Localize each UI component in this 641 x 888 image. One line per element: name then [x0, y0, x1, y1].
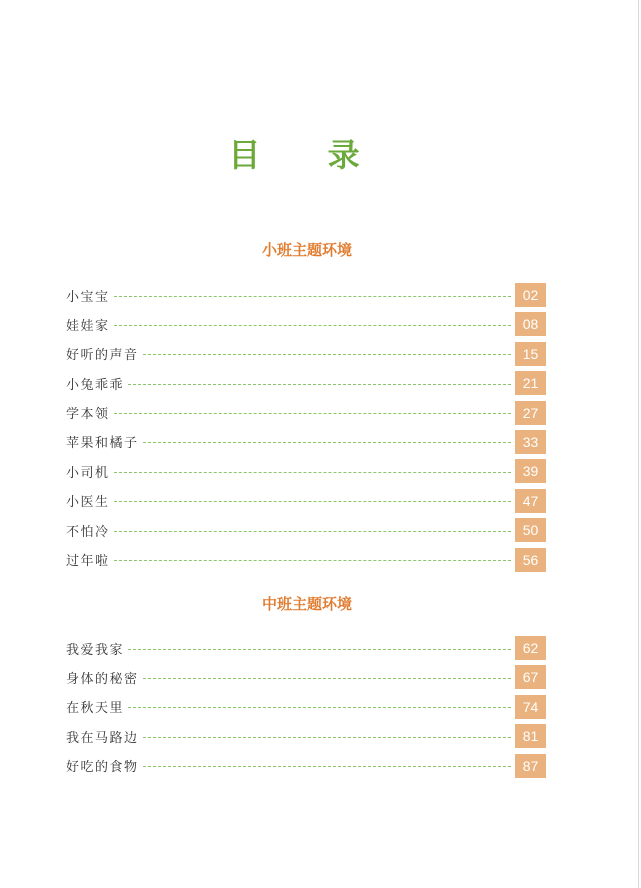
toc-entry[interactable]	[66, 430, 546, 454]
page-number-badge: 21	[515, 371, 546, 395]
page-number-badge: 67	[515, 665, 546, 689]
toc-entry[interactable]	[66, 312, 546, 336]
dotted-leader	[128, 649, 511, 650]
toc-entry-title: 我在马路边	[66, 730, 139, 746]
dotted-leader	[114, 296, 511, 297]
toc-entry-title: 好吃的食物	[66, 760, 139, 776]
toc-entry[interactable]	[66, 665, 546, 689]
dotted-leader	[114, 531, 511, 532]
dotted-leader	[128, 707, 511, 708]
dotted-leader	[143, 442, 511, 443]
page-edge-line	[638, 0, 639, 888]
toc-entry[interactable]	[66, 459, 546, 483]
toc-list-middle-class	[66, 636, 546, 783]
toc-entry-title: 小司机	[66, 465, 110, 481]
section-heading-middle-class: 中班主题环境	[261, 595, 352, 613]
page-number-badge: 81	[515, 724, 546, 748]
toc-entry-title: 学本领	[66, 407, 110, 423]
dotted-leader	[114, 413, 511, 414]
dotted-leader	[143, 354, 511, 355]
page-number-badge: 15	[515, 342, 546, 366]
page-number-badge: 27	[515, 401, 546, 425]
toc-entry[interactable]	[66, 724, 546, 748]
dotted-leader	[143, 678, 511, 679]
page-number-badge: 47	[515, 489, 546, 513]
page-number-badge: 62	[515, 636, 546, 660]
toc-entry[interactable]	[66, 489, 546, 513]
toc-entry[interactable]	[66, 518, 546, 542]
toc-entry-title: 小医生	[66, 495, 110, 511]
page-title: 目 录	[228, 136, 388, 174]
dotted-leader	[143, 766, 511, 767]
dotted-leader	[114, 501, 511, 502]
page-number-badge: 87	[515, 754, 546, 778]
section-heading-small-class: 小班主题环境	[261, 241, 352, 259]
dotted-leader	[114, 472, 511, 473]
toc-entry-title: 在秋天里	[66, 701, 125, 717]
page-number-badge: 56	[515, 548, 546, 572]
toc-entry[interactable]	[66, 636, 546, 660]
toc-entry-title: 身体的秘密	[66, 671, 139, 687]
dotted-leader	[114, 560, 511, 561]
toc-entry[interactable]	[66, 283, 546, 307]
toc-entry-title: 过年啦	[66, 554, 110, 570]
toc-entry[interactable]	[66, 695, 546, 719]
page-number-badge: 02	[515, 283, 546, 307]
dotted-leader	[128, 384, 511, 385]
toc-entry[interactable]	[66, 401, 546, 425]
toc-entry[interactable]	[66, 754, 546, 778]
page-number-badge: 33	[515, 430, 546, 454]
dotted-leader	[114, 325, 511, 326]
toc-entry[interactable]	[66, 342, 546, 366]
page-number-badge: 39	[515, 459, 546, 483]
toc-list-small-class	[66, 283, 546, 577]
toc-entry-title: 小宝宝	[66, 289, 110, 305]
page-number-badge: 50	[515, 518, 546, 542]
toc-entry[interactable]	[66, 371, 546, 395]
page-number-badge: 74	[515, 695, 546, 719]
toc-entry-title: 我爱我家	[66, 642, 125, 658]
toc-entry-title: 小兔乖乖	[66, 377, 125, 393]
toc-entry-title: 不怕冷	[66, 524, 110, 540]
page-number-badge: 08	[515, 312, 546, 336]
toc-entry-title: 好听的声音	[66, 348, 139, 364]
toc-entry[interactable]	[66, 548, 546, 572]
toc-entry-title: 娃娃家	[66, 318, 110, 334]
dotted-leader	[143, 737, 511, 738]
toc-entry-title: 苹果和橘子	[66, 436, 139, 452]
